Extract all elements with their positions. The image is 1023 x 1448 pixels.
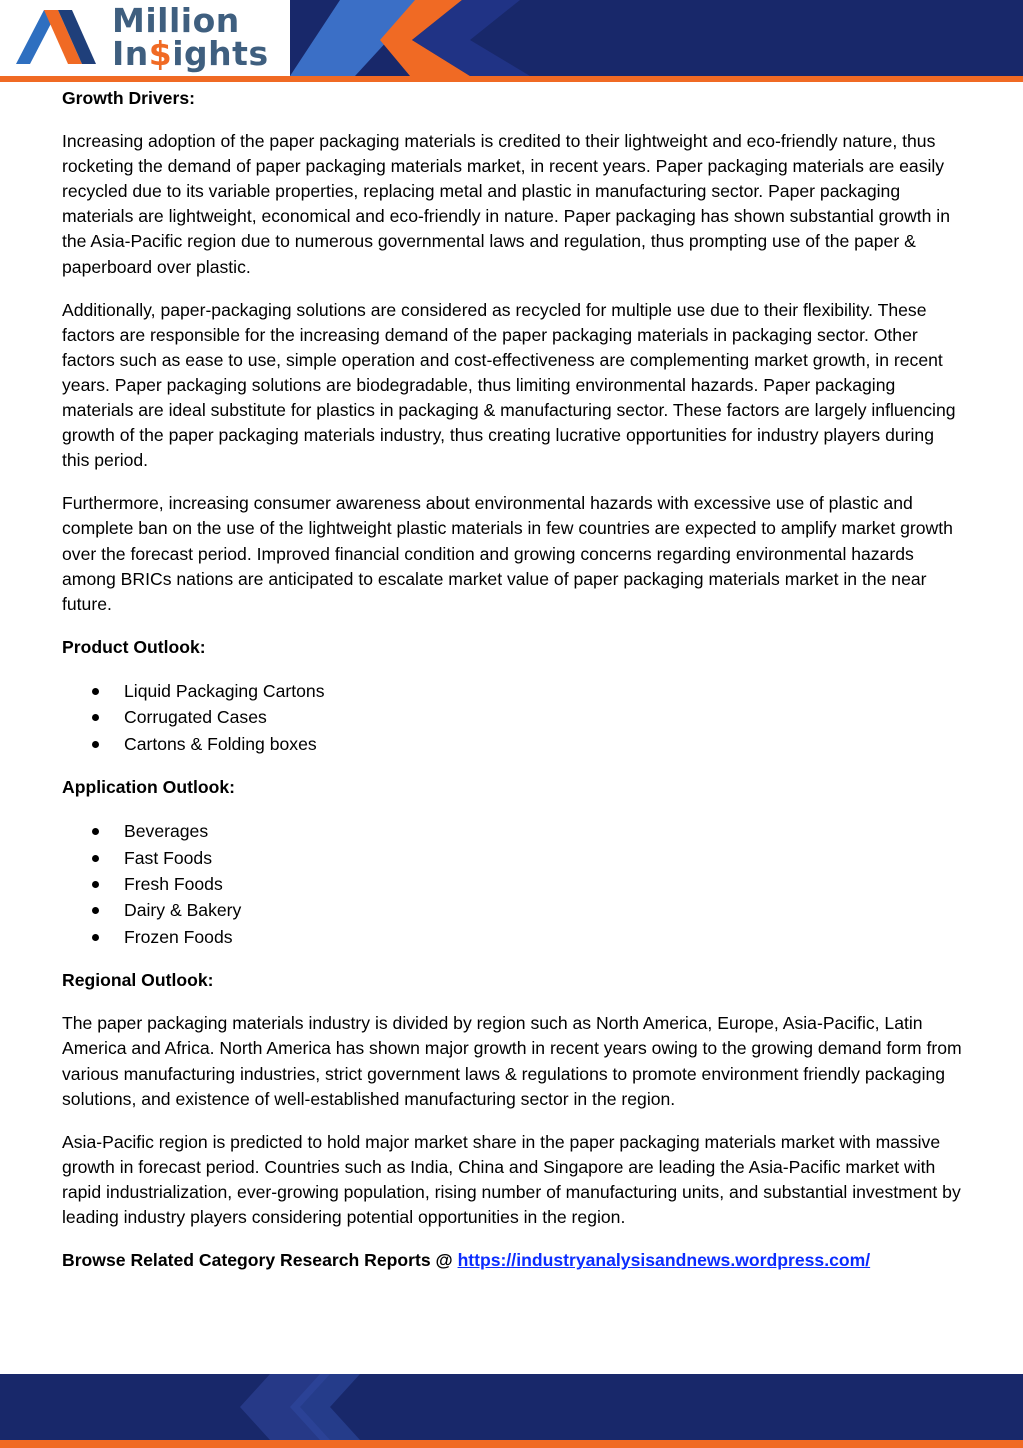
list-item: Frozen Foods [62, 924, 962, 950]
bullet-icon [92, 934, 99, 941]
list-item: Liquid Packaging Cartons [62, 678, 962, 704]
page-header [0, 0, 1023, 84]
document-body [62, 86, 962, 1273]
growth-paragraph-2: Additionally, paper-packaging solutions are considered as recycled for multiple use due to their flexibility. These factors are responsible for the increasing demand of the paper packaging materials in packaging sector. Other factors such as ease to use, simple operation and cost-effectiveness are complementing market growth, in recent years. Paper packaging solutions are biodegradable, thus limiting environmental hazards. Paper packaging materials are ideal substitute for plastics in packaging & manufacturing sector. These factors are largely influencing growth of the paper packaging materials industry, thus creating lucrative opportunities for industry players during this period. [62, 299, 956, 471]
logo-mark-icon [16, 10, 96, 64]
bullet-icon [92, 828, 99, 835]
regional-paragraph-2: Asia-Pacific region is predicted to hold major market share in the paper packaging materials market with massive growth in forecast period. Countries such as India, China and Singapore are leading the Asia-Pacific market with rapid industrialization, ever-growing population, rising number of manufacturing units, and substantial investment by leading industry players considering potential opportunities in the region. [62, 1131, 961, 1227]
list-item: Fresh Foods [62, 871, 962, 897]
page-footer [0, 1374, 1023, 1448]
growth-heading: Growth Drivers: [62, 88, 195, 108]
logo-dollar-accent: $ [148, 34, 173, 73]
logo-line-2: In$ights [112, 34, 269, 73]
regional-paragraph-1: The paper packaging materials industry is divided by region such as North America, Europe, Asia-Pacific, Latin America and Africa. North America has shown major growth in recent years owing to the growing demand form from various manufacturing industries, strict government laws & regulations to promote environment friendly packaging solutions, and existence of well-established manufacturing sector in the region. [62, 1013, 962, 1109]
application-list [62, 818, 962, 950]
list-item: Beverages [62, 818, 962, 844]
product-list [62, 678, 962, 757]
browse-label: Browse Related Category Research Reports @ [62, 1250, 458, 1271]
list-item: Corrugated Cases [62, 704, 962, 730]
list-item: Cartons & Folding boxes [62, 731, 962, 757]
product-heading: Product Outlook: [62, 636, 206, 657]
application-heading: Application Outlook: [62, 777, 235, 798]
list-item: Dairy & Bakery [62, 897, 962, 923]
bullet-icon [92, 688, 99, 695]
footer-banner [0, 1374, 1023, 1448]
bullet-icon [92, 741, 99, 748]
regional-heading: Regional Outlook: [62, 970, 214, 991]
logo-wordmark [112, 1, 269, 73]
logo-line-1: Million [112, 1, 240, 40]
browse-related-line [62, 1248, 962, 1273]
growth-paragraph-3: Furthermore, increasing consumer awareness about environmental hazards with excessive use of plastic and complete ban on the use of the lightweight plastic materials in few countries are expected to amplify market growth over the forecast period. Improved financial condition and growing concerns regarding environmental hazards among BRICs nations are anticipated to escalate market value of paper packaging materials market in the near future. [62, 493, 953, 614]
bullet-icon [92, 907, 99, 914]
browse-link[interactable]: https://industryanalysisandnews.wordpress.com/ [457, 1250, 871, 1271]
growth-paragraph-1: Increasing adoption of the paper packaging materials is credited to their lightweight and eco-friendly nature, thus rocketing the demand of paper packaging materials market, in recent years. Paper packaging materials are easily recycled due to its variable properties, replacing metal and plastic in manufacturing sector. Paper packaging materials are lightweight, economical and eco-friendly in nature. Paper packaging has shown substantial growth in the Asia-Pacific region due to numerous governmental laws and regulation, thus prompting use of the paper & paperboard over plastic. [62, 131, 951, 277]
list-item: Fast Foods [62, 845, 962, 871]
bullet-icon [92, 855, 99, 862]
bullet-icon [92, 881, 99, 888]
bullet-icon [92, 714, 99, 721]
